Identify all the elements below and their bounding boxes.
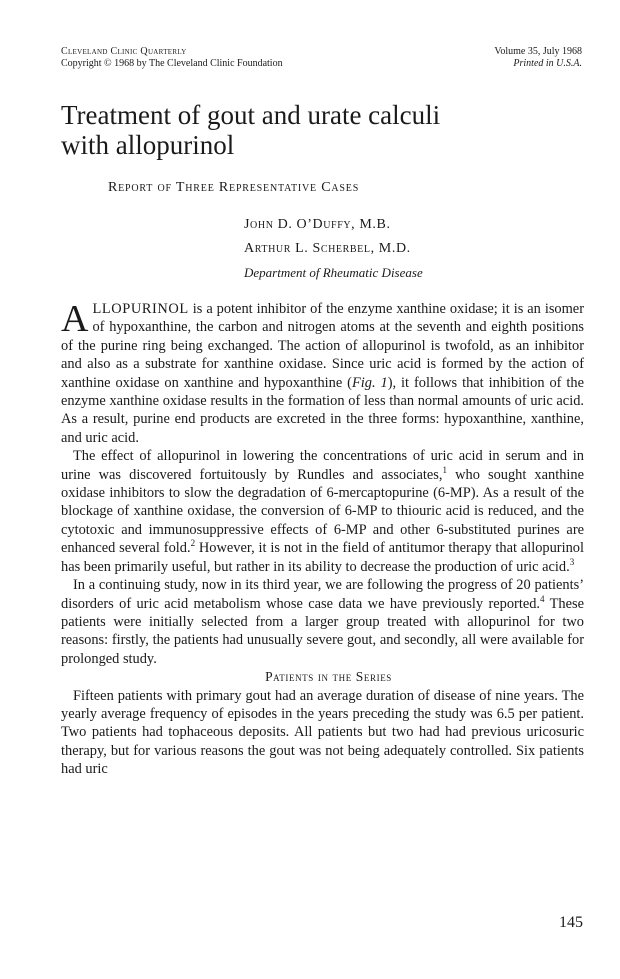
paragraph-1 bbox=[61, 300, 584, 447]
running-header-right bbox=[494, 46, 582, 70]
section-heading: Patients in the Series bbox=[265, 669, 392, 685]
running-header-left bbox=[61, 46, 283, 70]
page-number: 145 bbox=[559, 914, 583, 931]
paragraph-2-text-b: who sought xanthine oxidase inhibitors to slow the degradation of 6-mercaptopurine (6-MP). As a result of the blockage of xanthine oxidase, the conversion of 6-MP to thiouric acid is reduced, and the cytotoxic and immunosuppressive effects of 6-MP and other 6-substituted purines are enhanced several fold. bbox=[61, 466, 584, 557]
paragraph-3-text-b: These patients were initially selected from a larger group treated with allopurinol for two reasons: firstly, the patients had unusually severe gout, and secondly, all were available for prolonged study. bbox=[61, 595, 585, 667]
volume-line: Volume 35, July 1968 bbox=[494, 46, 582, 57]
title-line-2: with allopurinol bbox=[61, 130, 235, 160]
department: Department of Rheumatic Disease bbox=[244, 265, 423, 280]
author-2: Arthur L. Scherbel, M.D. bbox=[244, 241, 411, 256]
paragraph-1-text-a: is a potent inhibitor of the enzyme xanthine oxidase; it is an isomer of hypoxanthine, the carbon and nitrogen atoms at the seventh and eighth positions of the purine ring being exchanged. The action of allopurinol is twofold, as an inhibitor and also as a substrate for xanthine oxidase. Since uric acid is formed by the action of xanthine oxidase on xanthine and hypoxanthine ( bbox=[61, 301, 584, 391]
paragraph-1-text-b: ), it follows that inhibition of the enzyme xanthine oxidase results in the formation of less than normal amounts of uric acid. As a result, purine end products are excreted in the three forms: hypoxanthine, xanthine, and uric acid. bbox=[61, 374, 584, 446]
citation-1: 1 bbox=[442, 464, 448, 475]
paragraph-4: Fifteen patients with primary gout had an average duration of disease of nine years. The yearly average frequency of episodes in the years preceding the study was 6.5 per patient. Two patients had tophaceous deposits. All patients but two had had previous uricosuric therapy, but for various reasons the gout was not being adequately controlled. Six patients had uric bbox=[61, 687, 584, 778]
paragraph-2 bbox=[61, 447, 584, 576]
paragraph-3 bbox=[61, 576, 584, 668]
article-title bbox=[61, 100, 581, 160]
author-block bbox=[244, 213, 423, 285]
citation-4: 4 bbox=[540, 593, 545, 604]
paragraph-3-text-a: In a continuing study, now in its third year, we are following the progress of 20 patients’ disorders of uric acid metabolism whose case data we have previously reported. bbox=[61, 577, 584, 612]
lead-word: LLOPURINOL bbox=[92, 301, 189, 317]
article-body bbox=[61, 300, 584, 779]
title-line-1: Treatment of gout and urate calculi bbox=[61, 100, 441, 130]
author-1: John D. O’Duffy, M.B. bbox=[244, 217, 391, 232]
article-subtitle: Report of Three Representative Cases bbox=[108, 180, 360, 195]
citation-3: 3 bbox=[569, 556, 575, 567]
printed-line: Printed in U.S.A. bbox=[513, 58, 582, 69]
journal-name: Cleveland Clinic Quarterly bbox=[61, 46, 187, 57]
figure-reference: Fig. 1 bbox=[351, 374, 388, 391]
citation-2: 2 bbox=[190, 538, 196, 549]
copyright-line: Copyright © 1968 by The Cleveland Clinic Foundation bbox=[61, 58, 283, 69]
paragraph-2-text-c: However, it is not in the field of antitumor therapy that allopurinol has been primarily useful, but rather in its ability to decrease the production of uric acid. bbox=[61, 540, 584, 575]
drop-cap: A bbox=[61, 298, 89, 340]
paragraph-2-text-a: The effect of allopurinol in lowering the concentrations of uric acid in serum and in urine was discovered fortuitously by Rundles and associates, bbox=[61, 448, 584, 483]
